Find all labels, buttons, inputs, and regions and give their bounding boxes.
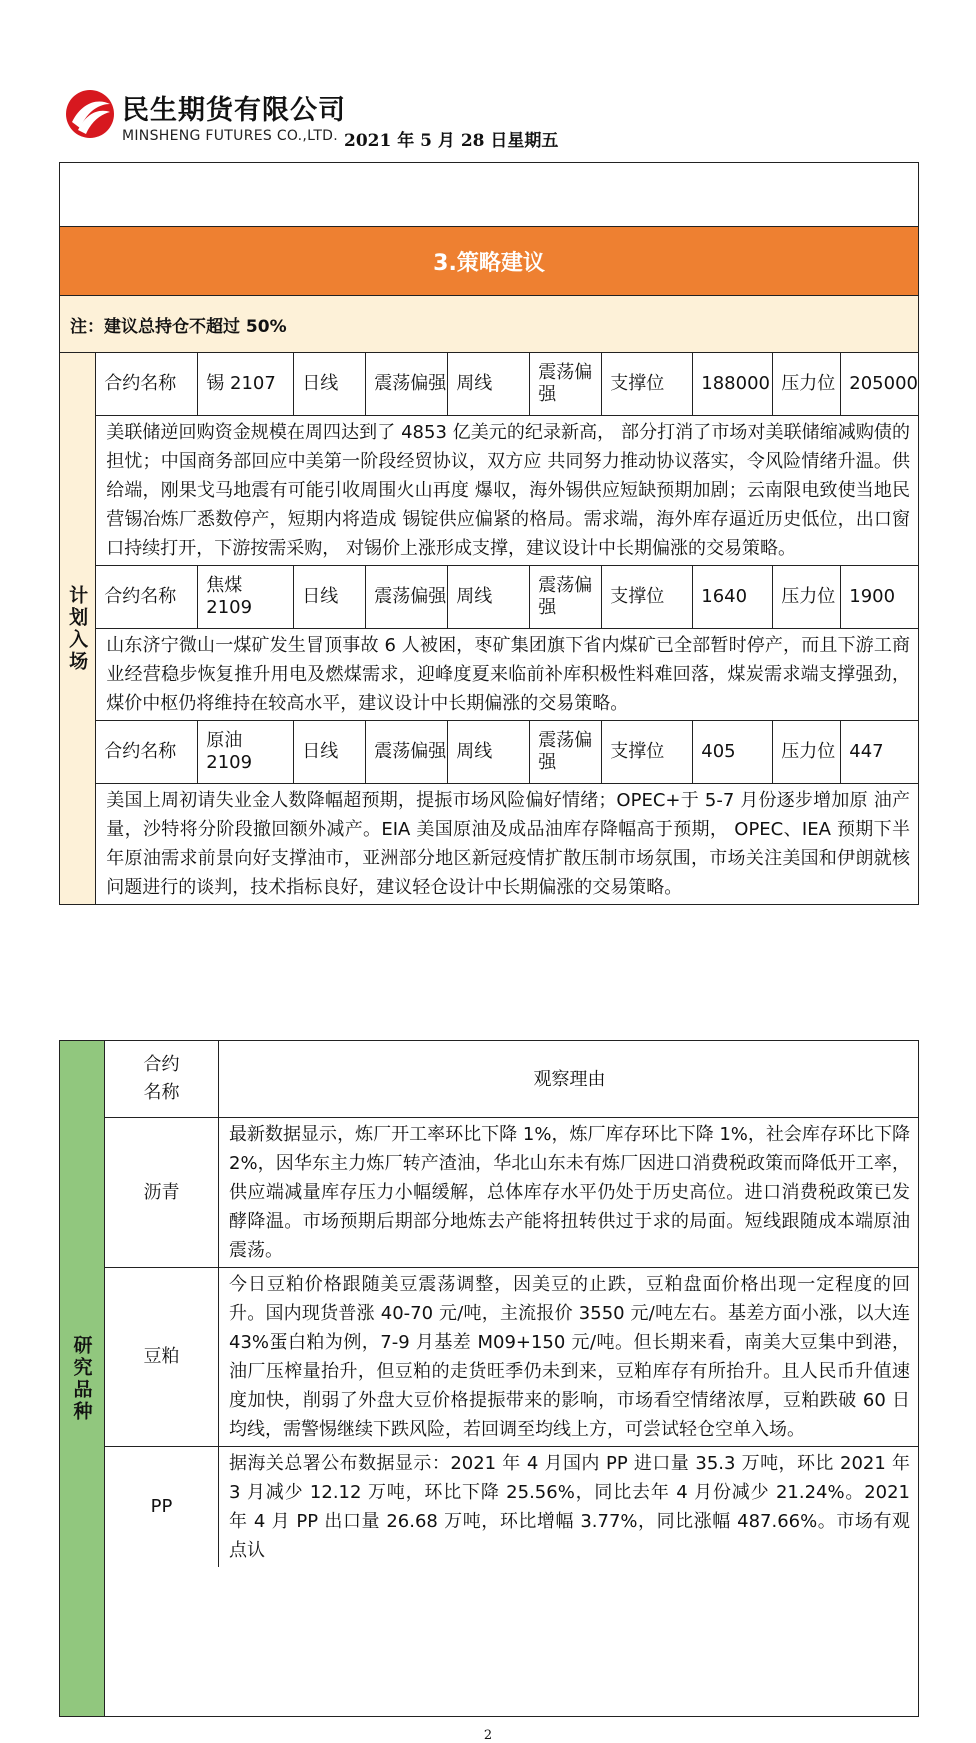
research-row: [105, 1268, 918, 1447]
contract-value: 原油 2109: [198, 721, 294, 783]
research-reason: 最新数据显示，炼厂开工率环比下降 1%，炼厂库存环比下降 1%，社会库存环比下降 2%，因华东主力炼厂转产渣油，华北山东未有炼厂因进口消费税政策而降低开工率，供应端减量库存压力小幅缓解，总体库存水平仍处于历史高位。进口消费税政策已发酵降温。市场预期后期部分地炼去产能将扭转供过于求的局面。短线跟随成本端原油震荡。: [229, 1124, 910, 1261]
research-reason: 据海关总署公布数据显示：2021 年 4 月国内 PP 进口量 35.3 万吨，环比 2021 年 3 月减少 12.12 万吨，环比下降 25.56%，同比去年 4 月份减少 21.24%。2021 年 4 月 PP 出口量 26.68 万吨，环比增幅 3.77%，同比涨幅 487.66%。市场有观点认: [229, 1453, 910, 1561]
resistance-label: 压力位: [773, 566, 841, 628]
research-side-label: [60, 1041, 105, 1716]
daily-trend: 震荡偏强: [366, 566, 448, 628]
strategy-table: [59, 162, 919, 905]
contract-value: 焦煤 2109: [198, 566, 294, 628]
support-value: 1640: [693, 566, 773, 628]
weekly-trend: 震荡偏强: [530, 566, 602, 628]
side-label-text: 研究品种: [70, 1334, 93, 1423]
daily-label: 日线: [294, 566, 366, 628]
weekly-label: 周线: [448, 353, 530, 415]
contract-header-row: [96, 721, 918, 784]
daily-trend: 震荡偏强: [366, 721, 448, 783]
research-header-row: [105, 1041, 918, 1118]
contract-header-row: [96, 353, 918, 416]
contract-label: 合约名称: [96, 721, 198, 783]
daily-label: 日线: [294, 721, 366, 783]
strategy-comment: 美联储逆回购资金规模在周四达到了 4853 亿美元的纪录新高， 部分打消了市场对美联储缩减购债的担忧；中国商务部回应中美第一阶段经贸协议，双方应 共同努力推动协议落实，令风险情绪升温。供给端，刚果戈马地震有可能引收周围火山再度 爆収，海外锡供应短缺预期加剧；云南限电致使当地民营锡冶炼厂悉数停产，短期内将造成 锡锭供应偏紧的格局。需求端，海外库存逼近历史低位，出口窗口持续打开，下游按需采购， 对锡价上涨形成支撑，建议设计中长期偏涨的交易策略。: [96, 416, 918, 566]
support-value: 188000: [693, 353, 773, 415]
resistance-label: 压力位: [773, 353, 841, 415]
page-number: 2: [483, 1728, 493, 1743]
resistance-value: 1900: [849, 586, 896, 607]
company-name-en: MINSHENG FUTURES CO.,LTD.: [122, 128, 339, 144]
resistance-value: 205000: [849, 373, 918, 394]
section-title: 3.策略建议: [60, 227, 918, 296]
support-label: 支撑位: [602, 721, 693, 783]
reason-header: 观察理由: [533, 1068, 606, 1090]
blank-row: [60, 163, 918, 227]
contract-label: 合约名称: [96, 566, 198, 628]
daily-trend: 震荡偏强: [366, 353, 448, 415]
support-label: 支撑位: [602, 566, 693, 628]
minsheng-logo-icon: [64, 88, 116, 140]
research-contract-name: 豆粕: [105, 1268, 219, 1446]
contract-header-row: [96, 566, 918, 629]
support-label: 支撑位: [602, 353, 693, 415]
side-label-text: 计划入场: [66, 584, 89, 673]
support-value: 405: [693, 721, 773, 783]
contract-name-header-text: 合约名称: [143, 1054, 180, 1103]
resistance-value: 447: [849, 741, 884, 762]
contract-name-header: [105, 1041, 219, 1117]
daily-label: 日线: [294, 353, 366, 415]
contract-value: 锡 2107: [198, 353, 294, 415]
company-logo: [64, 82, 364, 152]
weekly-label: 周线: [448, 721, 530, 783]
research-row: [105, 1447, 918, 1567]
research-row: [105, 1118, 918, 1268]
research-reason: 今日豆粕价格跟随美豆震荡调整，因美豆的止跌，豆粕盘面价格出现一定程度的回升。国内现货普涨 40-70 元/吨，主流报价 3550 元/吨左右。基差方面小涨，以大连 43%蛋白粕为例，7-9 月基差 M09+150 元/吨。但长期来看，南美大豆集中到港，油厂压榨量抬升，但豆粕的走货旺季仍未到来，豆粕库存有所抬升。且人民币升值速度加快，削弱了外盘大豆价格提振带来的影响，市场看空情绪浓厚，豆粕跌破 60 日均线，需警惕继续下跌风险，若回调至均线上方，可尝试轻仓空单入场。: [229, 1274, 910, 1440]
position-note: 注：建议总持仓不超过 50%: [60, 296, 918, 353]
strategy-comment: 美国上周初请失业金人数降幅超预期，提振市场风险偏好情绪；OPEC+于 5-7 月份逐步增加原 油产量，沙特将分阶段撤回额外减产。EIA 美国原油及成品油库存降幅高于预期， OPEC、IEA 预期下半年原油需求前景向好支撑油市，亚洲部分地区新冠疫情扩散压制市场氛围，市场关注美国和伊朗就核问题进行的谈判，技术指标良好，建议轻仓设计中长期偏涨的交易策略。: [106, 790, 910, 898]
research-table: [59, 1040, 919, 1717]
weekly-label: 周线: [448, 566, 530, 628]
contract-label: 合约名称: [96, 353, 198, 415]
report-date: 2021 年 5 月 28 日星期五: [344, 131, 559, 151]
research-contract-name: 沥青: [105, 1118, 219, 1267]
weekly-trend: 震荡偏强: [530, 721, 602, 783]
weekly-trend: 震荡偏强: [530, 353, 602, 415]
company-name-cn: 民生期货有限公司: [122, 95, 346, 126]
research-contract-name: PP: [105, 1447, 219, 1567]
plan-entry-side-label: [60, 353, 96, 904]
strategy-comment: 山东济宁微山一煤矿发生冒顶事故 6 人被困，枣矿集团旗下省内煤矿已全部暂时停产，而且下游工商业经营稳步恢复推升用电及燃煤需求，迎峰度夏来临前补库积极性料难回落，煤炭需求端支撑强劲，煤价中枢仍将维持在较高水平，建议设计中长期偏涨的交易策略。: [96, 629, 918, 721]
resistance-label: 压力位: [773, 721, 841, 783]
